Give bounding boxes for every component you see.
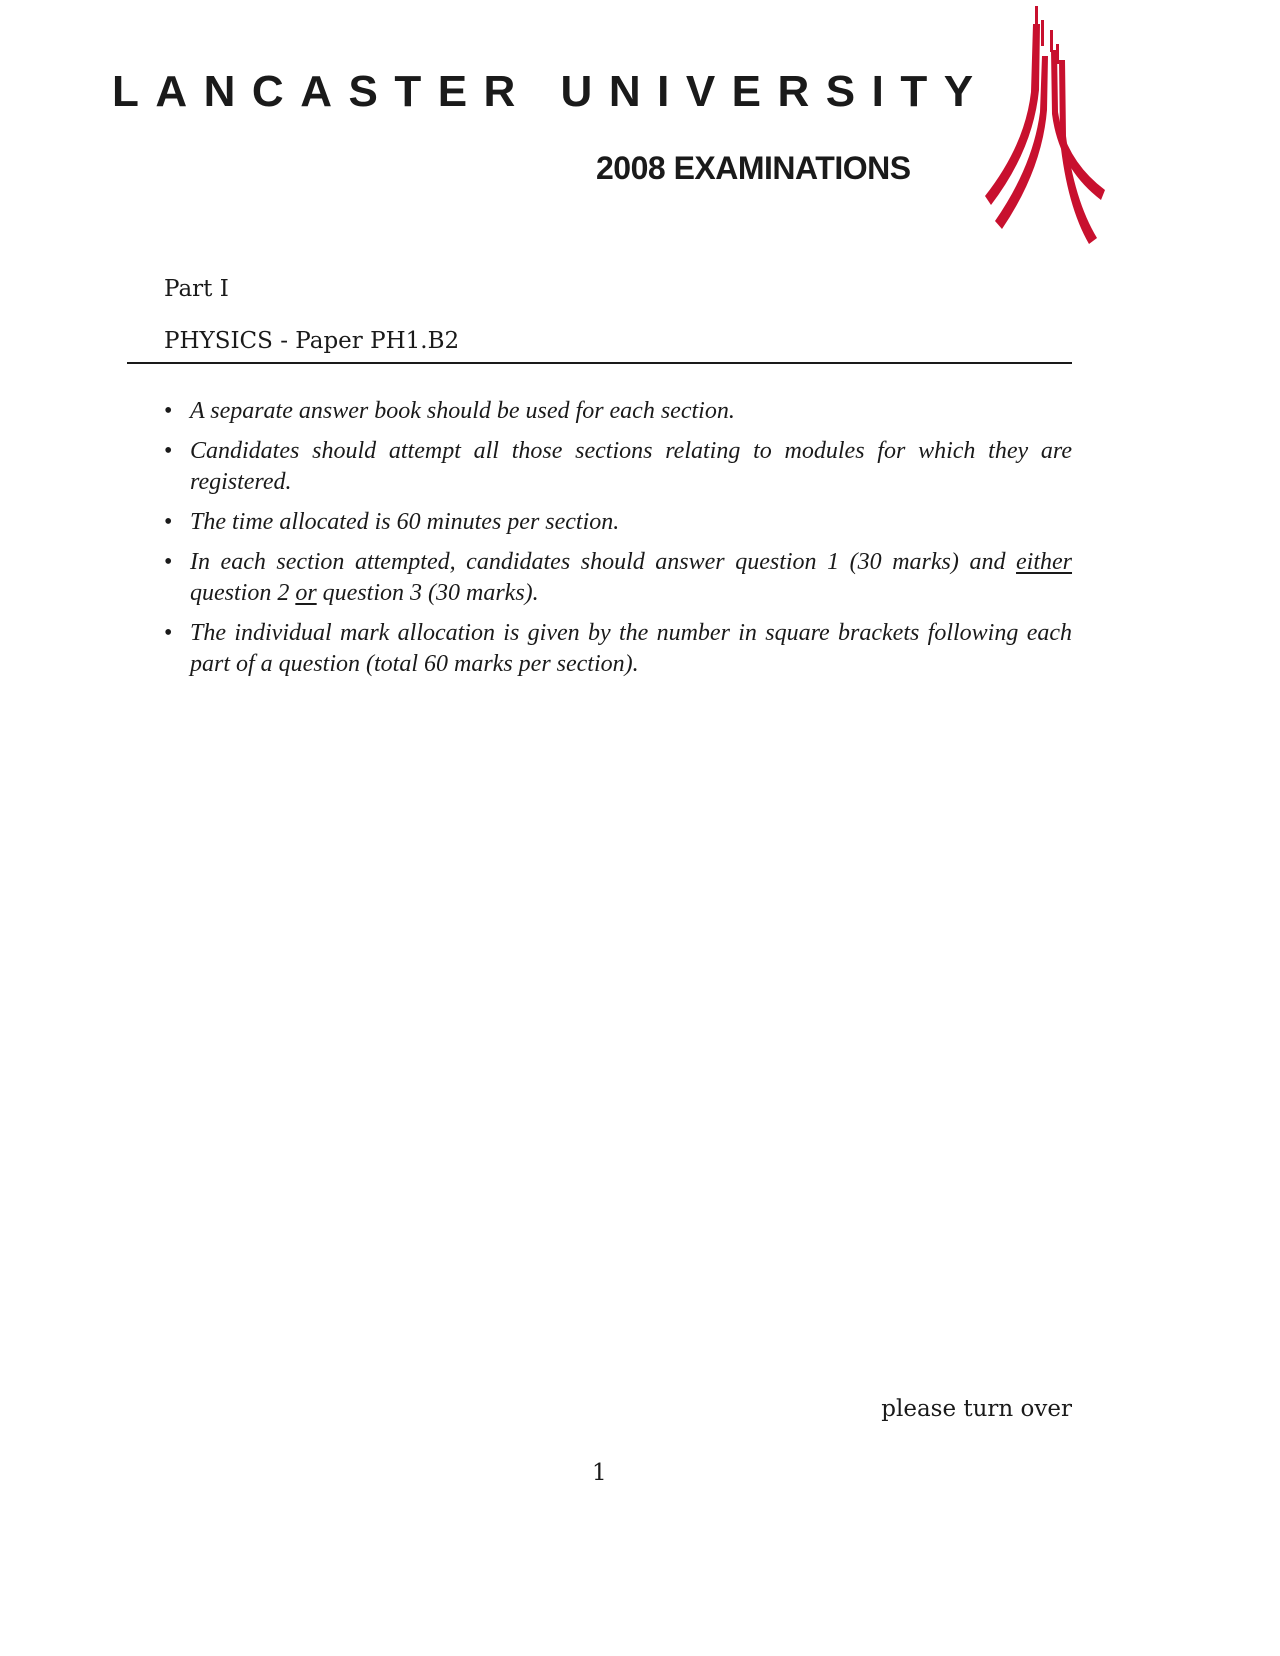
- instructions-list: [164, 396, 1072, 689]
- instruction-text: The individual mark allocation is given by the number in square brackets following each part of a question (total 60 marks per section).: [190, 620, 1072, 677]
- bullet: •: [164, 509, 173, 535]
- emphasis-either: either: [1016, 549, 1073, 575]
- instruction-text: The time allocated is 60 minutes per section.: [190, 509, 620, 535]
- bullet: •: [164, 620, 173, 646]
- exam-title: 2008 EXAMINATIONS: [596, 150, 911, 186]
- page-number: 1: [592, 1460, 607, 1486]
- header-divider: [127, 362, 1072, 364]
- lancaster-university-logo-icon: [985, 0, 1115, 245]
- instruction-item: [164, 396, 1072, 427]
- instruction-item: [164, 618, 1072, 680]
- instruction-item: [164, 436, 1072, 498]
- bullet: •: [164, 549, 173, 575]
- university-name: LANCASTER UNIVERSITY: [112, 67, 990, 116]
- instruction-text: A separate answer book should be used for each section.: [190, 398, 735, 424]
- instruction-text: question 3 (30 marks).: [322, 580, 539, 606]
- bullet: •: [164, 398, 173, 424]
- instruction-item: [164, 547, 1072, 609]
- instruction-text: question 2: [190, 580, 290, 606]
- part-label: Part I: [164, 276, 229, 302]
- instruction-item: [164, 507, 1072, 538]
- instruction-text: Candidates should attempt all those sections relating to modules for which they are registered.: [190, 438, 1072, 495]
- paper-title: PHYSICS - Paper PH1.B2: [164, 328, 460, 354]
- instruction-text: In each section attempted, candidates should answer question 1 (30 marks) and: [190, 549, 1006, 575]
- turn-over-note: please turn over: [881, 1396, 1072, 1422]
- bullet: •: [164, 438, 173, 464]
- emphasis-or: or: [295, 580, 317, 606]
